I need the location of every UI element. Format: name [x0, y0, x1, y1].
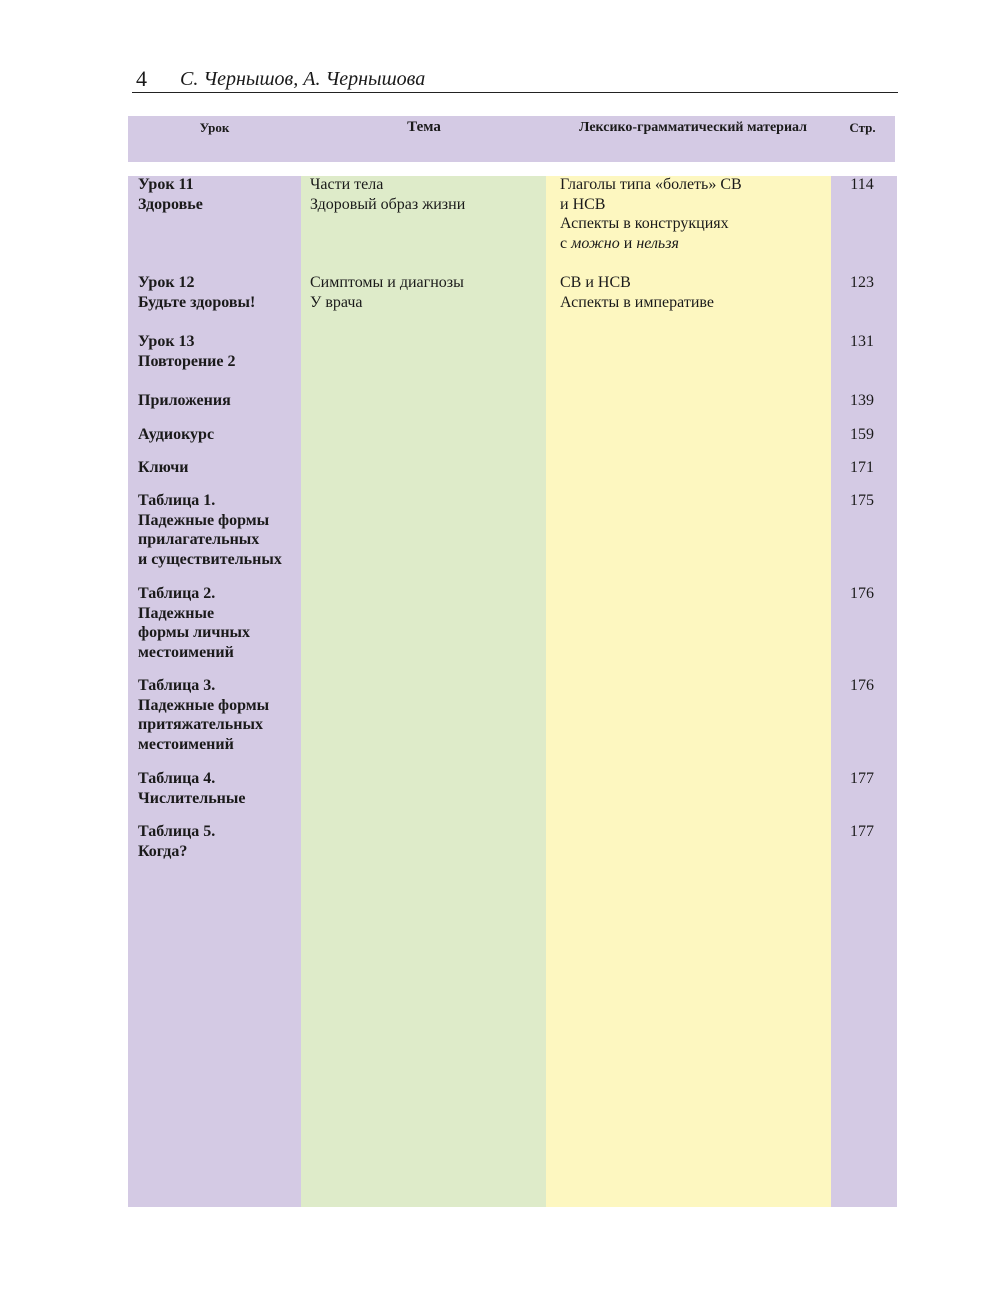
page-cell: 176	[850, 677, 874, 694]
lesson-cell: Таблица 1. Падежные формы прилагательных и существительных	[138, 492, 282, 568]
page-cell: 176	[850, 585, 874, 602]
lesson-cell: Таблица 5. Когда?	[138, 823, 216, 860]
lesson-cell: Таблица 2. Падежные формы личных местоимений	[138, 585, 251, 661]
page-cell: 159	[850, 426, 874, 443]
running-head	[132, 64, 898, 93]
page-cell: 175	[850, 492, 874, 509]
material-text: и	[619, 234, 637, 252]
material-cell	[560, 273, 825, 312]
page-number: 4	[136, 66, 147, 91]
material-cell	[560, 175, 825, 253]
header-theme: Тема	[407, 119, 441, 135]
lesson-cell: Аудиокурс	[138, 426, 215, 443]
page-cell: 171	[850, 459, 874, 476]
material-line: Глаголы типа «болеть» СВ	[560, 176, 742, 193]
material-line: СВ и НСВ	[560, 274, 631, 291]
page-cell: 131	[850, 333, 874, 350]
lesson-cell: Урок 11 Здоровье	[138, 176, 203, 213]
theme-column	[301, 176, 546, 1207]
page-cell: 123	[850, 274, 874, 291]
theme-cell: Симптомы и диагнозы У врача	[310, 274, 464, 311]
page-cell: 177	[850, 823, 874, 840]
header-material: Лексико-грамматический материал	[579, 120, 807, 135]
lesson-cell: Таблица 3. Падежные формы притяжательных местоимений	[138, 677, 270, 753]
header-page: Стр.	[849, 120, 876, 135]
authors-title: С. Чернышов, А. Чернышова	[180, 68, 426, 90]
table-header	[128, 116, 895, 162]
theme-cell: Части тела Здоровый образ жизни	[310, 176, 466, 213]
material-line	[560, 234, 825, 254]
page-cell: 139	[850, 392, 874, 409]
lesson-cell: Урок 13 Повторение 2	[138, 333, 236, 370]
material-line: Аспекты в императиве	[560, 293, 714, 311]
lesson-cell: Урок 12 Будьте здоровы!	[138, 274, 256, 311]
page-cell: 177	[850, 770, 874, 787]
material-line: и НСВ	[560, 195, 606, 213]
material-column	[546, 176, 831, 1207]
lesson-cell: Ключи	[138, 459, 189, 476]
lesson-cell: Приложения	[138, 392, 231, 409]
header-lesson: Урок	[199, 120, 230, 135]
lesson-cell: Таблица 4. Числительные	[138, 770, 246, 807]
material-italic-word: нельзя	[636, 234, 679, 252]
material-italic-word: можно	[571, 234, 620, 252]
page-cell: 114	[850, 176, 874, 193]
material-text: с	[560, 234, 572, 252]
material-line: Аспекты в конструкциях	[560, 215, 729, 233]
